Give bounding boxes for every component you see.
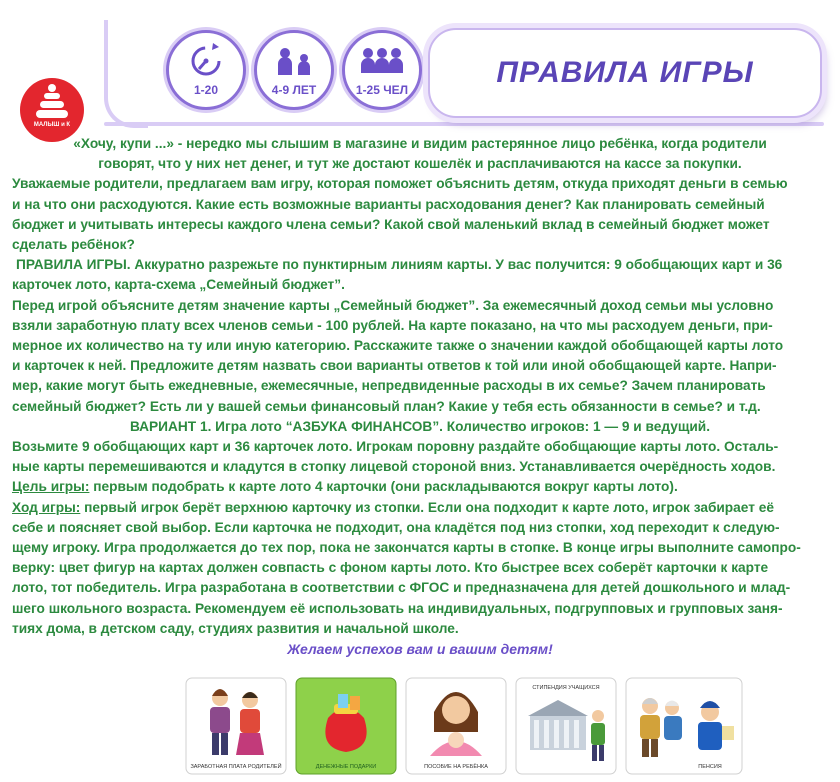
- paragraph-line: щему игроку. Игра продолжается до тех пор, пока не закончатся карты в стопке. В конце игры выполните самопро-: [12, 540, 801, 556]
- paragraph-line: Уважаемые родители, предлагаем вам игру, которая поможет объяснить детям, откуда приходят деньги в семью: [12, 176, 788, 192]
- time-badge: [166, 30, 246, 110]
- paragraph-line: Возьмите 9 обобщающих карт и 36 карточек лото. Игрокам поровну раздайте обобщающие карты лото. Осталь-: [12, 439, 779, 455]
- money-bag-icon: [294, 676, 398, 776]
- paragraph-line: тиях дома, в детском саду, студиях развития и начальной школе.: [12, 620, 459, 636]
- paragraph-line: говорят, что у них нет денег, и тут же достают кошелёк и расплачиваются на кассе за покупки.: [98, 156, 742, 172]
- logo-text: МАЛЫШ и К: [33, 122, 71, 128]
- paragraph-line: карточек лото, карта-схема „Семейный бюджет”.: [12, 277, 345, 293]
- paragraph-line: верку: цвет фигур на картах должен совпасть с фоном карты лото. Кто быстрее всех соберёт карточки к карте: [12, 560, 769, 576]
- goal-label: Цель игры:: [12, 479, 90, 495]
- time-label: 1-20: [193, 83, 219, 97]
- paragraph-line: ПРАВИЛА ИГРЫ. Аккуратно разрежьте по пунктирным линиям карты. У вас получится: 9 обобщающих карт и 36: [16, 257, 783, 273]
- decorative-line: [104, 122, 824, 126]
- university-icon: [514, 676, 618, 776]
- decorative-corner: [104, 20, 148, 128]
- paragraph-line: и на что они расходуются. Какие есть возможные варианты расходования денег? Как планировать семейный: [12, 196, 765, 212]
- paragraph-line: Перед игрой объясните детям значение карты „Семейный бюджет”. За ежемесячный доход семьи мы условно: [12, 297, 774, 313]
- paragraph-line: семейный бюджет? Есть ли у вашей семьи финансовый план? Какие у тебя есть обязанности в семье? и т.д.: [12, 398, 761, 414]
- card-label: СТИПЕНДИЯ УЧАЩИХСЯ: [532, 685, 600, 691]
- closing-wish: Желаем успехов вам и вашим детям!: [287, 641, 553, 658]
- card-label: ПОСОБИЕ НА РЕБЁНКА: [424, 764, 488, 770]
- paragraph-line: лото, тот победитель. Игра разработана в соответствии с ФГОС и предназначена для детей дошкольного и млад-: [12, 580, 791, 596]
- goal-line: [12, 477, 828, 497]
- paragraph-line: и карточек к ней. Предложите детям назвать свои варианты ответов к той или иной обобщающей карте. Напри-: [12, 358, 777, 374]
- pyramid-toy-icon: [20, 78, 84, 142]
- age-label: 4-9 ЛЕТ: [271, 83, 317, 97]
- lotto-cards: [184, 676, 744, 776]
- mother-baby-icon: [404, 676, 508, 776]
- header: [0, 0, 840, 130]
- move-label: Ход игры:: [12, 499, 81, 515]
- paragraph-line: мерное их количество на ту или иную категорию. Расскажите также о значении каждой обобщающей карты лото: [12, 338, 784, 354]
- paragraph-line: сделать ребёнок?: [12, 237, 135, 253]
- pension-icon: [624, 676, 744, 776]
- title-banner: [428, 28, 822, 118]
- paragraph-line: мер, какие могут быть ежедневные, ежемесячные, непредвиденные расходы в их семье? Зачем планировать: [12, 378, 766, 394]
- variant-title: ВАРИАНТ 1. Игра лото “АЗБУКА ФИНАНСОВ”. Количество игроков: 1 — 9 и ведущий.: [129, 418, 711, 434]
- goal-text: первым подобрать к карте лото 4 карточки (они раскладываются вокруг карты лото).: [89, 479, 678, 495]
- publisher-logo: [20, 78, 84, 142]
- card-label: ЗАРАБОТНАЯ ПЛАТА РОДИТЕЛЕЙ: [190, 764, 282, 770]
- move-text: первый игрок берёт верхнюю карточку из стопки. Если она подходит к карте лото, игрок забирает её: [80, 499, 774, 515]
- page-title: ПРАВИЛА ИГРЫ: [496, 56, 754, 89]
- move-line: [12, 498, 828, 518]
- players-badge: [342, 30, 422, 110]
- paragraph-line: ные карты перемешиваются и кладутся в стопку лицевой стороной вниз. Устанавливается очерёдность ходов.: [12, 459, 776, 475]
- card-label: ДЕНЕЖНЫЕ ПОДАРКИ: [315, 764, 377, 770]
- paragraph-line: взяли заработную плату всех членов семьи - 100 рублей. На карте показано, на что мы расходуем деньги, при-: [12, 317, 773, 333]
- players-label: 1-25 ЧЕЛ: [355, 83, 409, 97]
- paragraph-line: шего школьного возраста. Рекомендуем её использовать на индивидуальных, подгрупповых и групповых заня-: [12, 600, 783, 616]
- paragraph-line: себе и поясняет свой выбор. Если карточка не подходит, она кладётся под низ стопки, ход переходит к следую-: [12, 519, 780, 535]
- card-label: ПЕНСИЯ: [698, 764, 722, 770]
- paragraph-line: бюджет и учитывать интересы каждого члена семьи? Какой свой маленький вклад в семейный бюджет может: [12, 216, 770, 232]
- parents-icon: [184, 676, 288, 776]
- paragraph-line: «Хочу, купи ...» - нередко мы слышим в магазине и видим растерянное лицо ребёнка, когда родители: [73, 136, 767, 151]
- age-badge: [254, 30, 334, 110]
- rules-text: [12, 134, 828, 659]
